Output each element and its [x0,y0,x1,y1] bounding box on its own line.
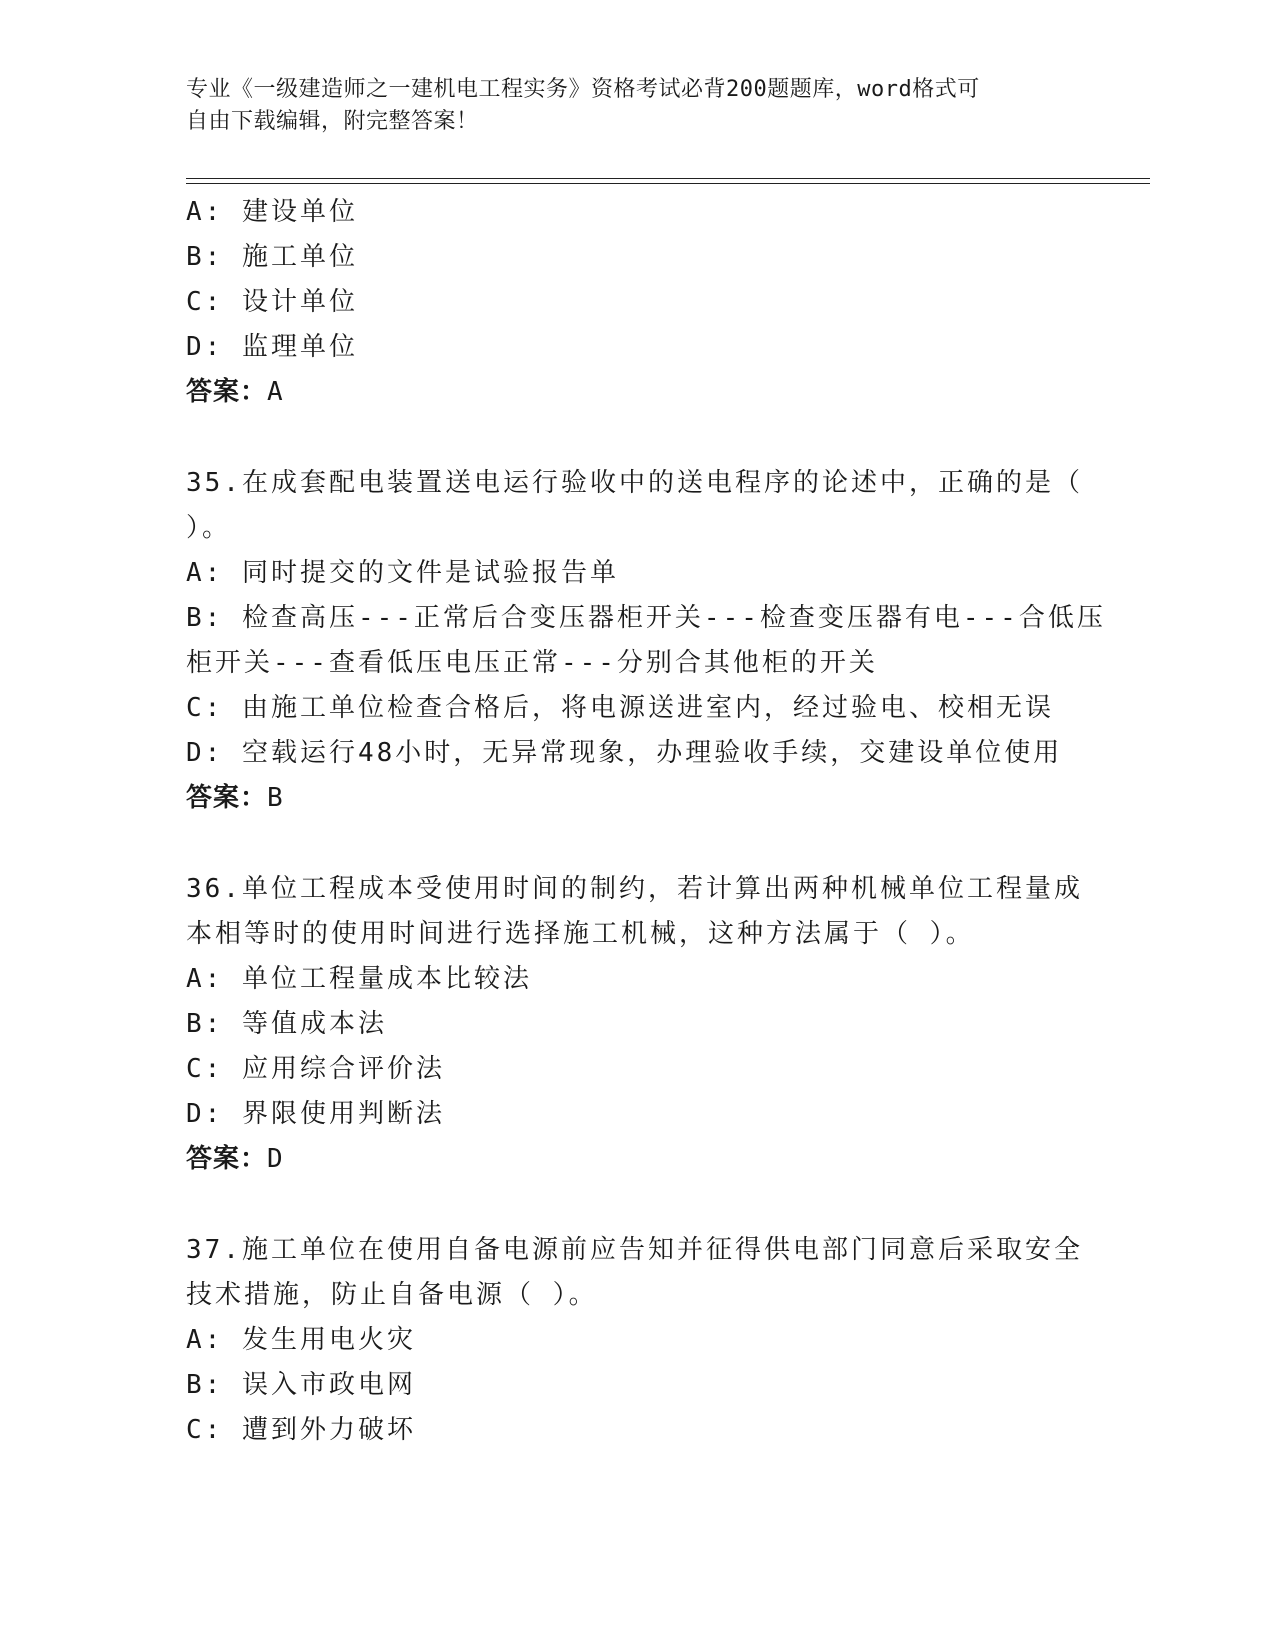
page-header [186,74,1066,138]
answer [186,776,1086,821]
answer [186,1137,1086,1182]
question-list [186,190,1106,1453]
option-a: A: 建设单位 [186,197,358,227]
question-stem-line: ）。 [186,513,232,543]
option-b-continued: 柜开关---查看低压电压正常---分别合其他柜的开关 [186,648,878,678]
option-a: A: 同时提交的文件是试验报告单 [186,558,619,588]
option-c: C: 由施工单位检查合格后，将电源送进室内，经过验电、校相无误 [186,693,1054,723]
option-d: D: 监理单位 [186,332,358,362]
question-stem-line: 37.施工单位在使用自备电源前应告知并征得供电部门同意后采取安全 [186,1235,1083,1265]
option-b: B: 施工单位 [186,242,358,272]
answer-label: 答案： [186,783,268,813]
question-stem-line: 36.单位工程成本受使用时间的制约，若计算出两种机械单位工程量成 [186,874,1083,904]
header-line-1: 专业《一级建造师之一建机电工程实务》资格考试必背200题题库，word格式可 [186,77,980,102]
question-34 [186,190,1086,415]
answer-value: A [267,377,284,407]
option-a: A: 发生用电火灾 [186,1325,416,1355]
header-rule-top [186,178,1150,179]
question-37 [186,1228,1086,1453]
option-b: B: 等值成本法 [186,1009,387,1039]
option-c: C: 遭到外力破坏 [186,1415,416,1445]
question-35 [186,461,1106,821]
option-b: B: 误入市政电网 [186,1370,416,1400]
question-36 [186,867,1086,1182]
option-c: C: 应用综合评价法 [186,1054,445,1084]
answer-label: 答案： [186,1144,268,1174]
answer-label: 答案： [186,377,268,407]
question-stem-line: 技术措施，防止自备电源（ ）。 [186,1280,598,1310]
option-a: A: 单位工程量成本比较法 [186,964,532,994]
answer-value: D [267,1144,284,1174]
answer-value: B [267,783,284,813]
question-stem-line: 本相等时的使用时间进行选择施工机械，这种方法属于（ ）。 [186,919,975,949]
header-rule-bottom [186,183,1150,184]
option-b: B: 检查高压---正常后合变压器柜开关---检查变压器有电---合低压 [186,603,1106,633]
header-line-2: 自由下载编辑，附完整答案！ [186,109,479,134]
option-c: C: 设计单位 [186,287,358,317]
answer [186,370,1086,415]
option-d: D: 空载运行48小时，无异常现象，办理验收手续，交建设单位使用 [186,738,1063,768]
question-stem-line: 35.在成套配电装置送电运行验收中的送电程序的论述中，正确的是（ [186,468,1083,498]
option-d: D: 界限使用判断法 [186,1099,445,1129]
